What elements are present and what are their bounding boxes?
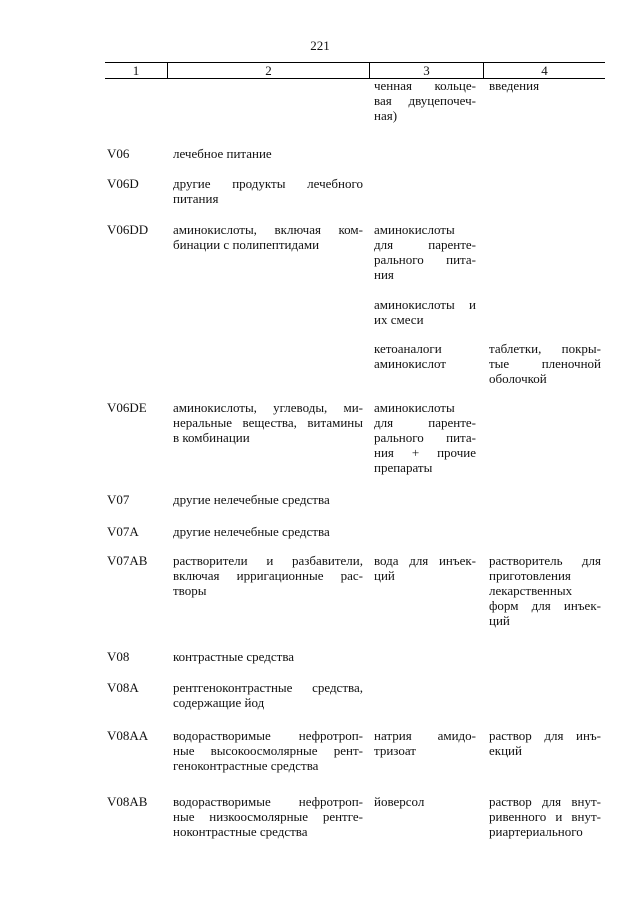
atc-name-line: другие нелечебные средства <box>173 524 330 539</box>
atc-code: V08A <box>107 680 139 695</box>
atc-name-cell <box>173 176 363 206</box>
substance-name-line: ния <box>374 267 394 282</box>
header-col-4: 4 <box>541 63 548 78</box>
atc-name-line: другие нелечебные средства <box>173 492 330 507</box>
atc-code: V08AA <box>107 728 149 743</box>
atc-code: V07 <box>107 492 130 507</box>
substance-name-line: тризоат <box>374 743 416 758</box>
atc-name-line: водорастворимые нефротроп- <box>173 728 363 743</box>
substance-name-line: вая двуцепочеч- <box>374 93 476 108</box>
atc-name-line: контрастные средства <box>173 649 295 664</box>
dosage-form-cell <box>489 728 601 758</box>
substance-name-line: рального пита- <box>374 252 476 267</box>
dosage-form-line: тые пленочной <box>489 356 601 371</box>
substance-name-cell <box>374 553 476 583</box>
atc-code: V07A <box>107 524 139 539</box>
substance-name-line: аминокислоты <box>374 222 455 237</box>
substance-name-line: йоверсол <box>374 794 425 809</box>
dosage-form-cell <box>489 78 601 93</box>
atc-name-line: бинации с полипептидами <box>173 237 320 252</box>
atc-name-line: в комбинации <box>173 430 250 445</box>
atc-name-cell <box>173 680 363 710</box>
dosage-form-line: оболочкой <box>489 371 547 386</box>
substance-name-line: аминокислоты и <box>374 297 476 312</box>
header-col-2: 2 <box>265 63 272 78</box>
atc-name-line: рентгеноконтрастные средства, <box>173 680 363 695</box>
page-number: 221 <box>310 38 330 53</box>
substance-name-cell <box>374 78 476 123</box>
atc-name-line: содержащие йод <box>173 695 265 710</box>
table-header <box>105 62 605 79</box>
dosage-form-line: приготовления <box>489 568 571 583</box>
dosage-form-line: раствор для инъ- <box>489 728 601 743</box>
atc-name-cell <box>173 553 363 598</box>
atc-name-line: аминокислоты, углеводы, ми- <box>173 400 363 415</box>
substance-name-line: для паренте- <box>374 415 476 430</box>
atc-code: V06 <box>107 146 130 161</box>
substance-name-cell <box>374 400 476 475</box>
atc-name-line: творы <box>173 583 207 598</box>
substance-name-line: препараты <box>374 460 433 475</box>
substance-name-line: ния + прочие <box>374 445 476 460</box>
header-col-1: 1 <box>132 63 140 78</box>
dosage-form-line: форм для инъек- <box>489 598 601 613</box>
atc-name-line: неральные вещества, витамины <box>173 415 363 430</box>
atc-name-line: растворители и разбавители, <box>173 553 363 568</box>
substance-name-line: аминокислоты <box>374 400 455 415</box>
dosage-form-line: введения <box>489 78 540 93</box>
atc-code: V06DE <box>107 400 147 415</box>
dosage-form-line: ций <box>489 613 510 628</box>
substance-name-line: ций <box>374 568 395 583</box>
atc-name-line: включая ирригационные рас- <box>173 568 363 583</box>
substance-name-cell <box>374 728 476 758</box>
substance-name-cell <box>374 222 476 282</box>
substance-name-line: их смеси <box>374 312 424 327</box>
atc-name-line: лечебное питание <box>173 146 272 161</box>
atc-name-line: питания <box>173 191 219 206</box>
atc-code: V06D <box>107 176 139 191</box>
dosage-form-cell <box>489 341 601 386</box>
substance-name-line: для паренте- <box>374 237 476 252</box>
atc-name-cell <box>173 794 363 839</box>
substance-name-line: натрия амидо- <box>374 728 476 743</box>
substance-name-cell <box>374 794 476 809</box>
dosage-form-line: раствор для внут- <box>489 794 601 809</box>
atc-name-line: аминокислоты, включая ком- <box>173 222 363 237</box>
dosage-form-line: екций <box>489 743 522 758</box>
atc-name-cell <box>173 492 363 507</box>
atc-code: V07AB <box>107 553 148 568</box>
dosage-form-line: риартериального <box>489 824 583 839</box>
atc-name-line: ноконтрастные средства <box>173 824 308 839</box>
dosage-form-line: ривенного и внут- <box>489 809 601 824</box>
substance-name-line: вода для инъек- <box>374 553 476 568</box>
atc-name-line: геноконтрастные средства <box>173 758 319 773</box>
substance-name-line: аминокислот <box>374 356 446 371</box>
atc-code: V06DD <box>107 222 149 237</box>
substance-name-line: кетоаналоги <box>374 341 442 356</box>
dosage-form-line: таблетки, покры- <box>489 341 601 356</box>
atc-name-cell <box>173 400 363 445</box>
atc-name-cell <box>173 524 363 539</box>
substance-name-line: рального пита- <box>374 430 476 445</box>
atc-name-line: ные низкоосмолярные рентге- <box>173 809 363 824</box>
dosage-form-cell <box>489 794 601 839</box>
substance-name-line: ная) <box>374 108 398 123</box>
dosage-form-cell <box>489 553 601 628</box>
atc-code: V08AB <box>107 794 148 809</box>
atc-code: V08 <box>107 649 130 664</box>
dosage-form-line: лекарственных <box>489 583 573 598</box>
dosage-form-line: растворитель для <box>489 553 601 568</box>
substance-name-line: ченная кольце- <box>374 78 476 93</box>
header-col-3: 3 <box>423 63 430 78</box>
atc-name-line: ные высокоосмолярные рент- <box>173 743 363 758</box>
substance-name-cell <box>374 297 476 327</box>
atc-name-cell <box>173 649 363 664</box>
atc-name-cell <box>173 146 363 161</box>
atc-name-line: водорастворимые нефротроп- <box>173 794 363 809</box>
atc-name-line: другие продукты лечебного <box>173 176 363 191</box>
atc-name-cell <box>173 728 363 773</box>
substance-name-cell <box>374 341 476 371</box>
atc-name-cell <box>173 222 363 252</box>
